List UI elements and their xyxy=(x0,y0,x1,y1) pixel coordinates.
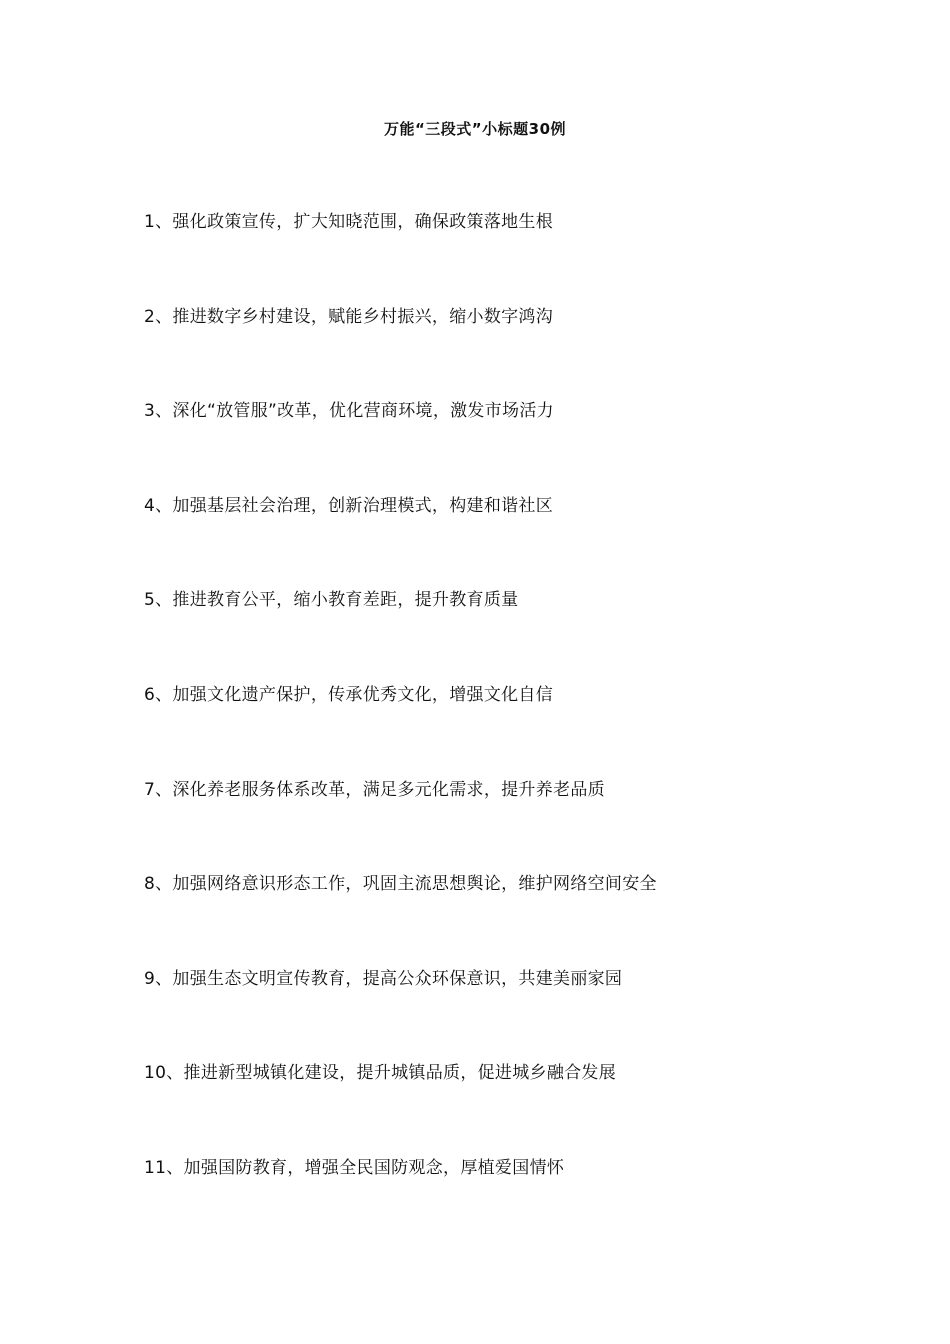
list-item: 3、深化“放管服”改革，优化营商环境，激发市场活力 xyxy=(144,401,554,422)
list-item: 1、强化政策宣传，扩大知晓范围，确保政策落地生根 xyxy=(144,212,554,232)
list-item: 11、加强国防教育，增强全民国防观念，厚植爱国情怀 xyxy=(144,1157,565,1178)
list-item: 10、推进新型城镇化建设，提升城镇品质，促进城乡融合发展 xyxy=(144,1063,617,1084)
list-item: 8、加强网络意识形态工作，巩固主流思想舆论，维护网络空间安全 xyxy=(144,874,657,895)
list-item: 9、加强生态文明宣传教育，提高公众环保意识，共建美丽家园 xyxy=(144,968,623,989)
list-item: 4、加强基层社会治理，创新治理模式，构建和谐社区 xyxy=(144,495,554,516)
list-item: 6、加强文化遗产保护，传承优秀文化，增强文化自信 xyxy=(144,684,554,705)
list-item: 5、推进教育公平，缩小教育差距，提升教育质量 xyxy=(144,590,519,611)
heading-list xyxy=(144,211,844,1252)
list-item: 7、深化养老服务体系改革，满足多元化需求，提升养老品质 xyxy=(144,779,605,800)
document-title: 万能“三段式”小标题30例 xyxy=(383,120,567,138)
list-item: 2、推进数字乡村建设，赋能乡村振兴，缩小数字鸿沟 xyxy=(144,306,554,327)
